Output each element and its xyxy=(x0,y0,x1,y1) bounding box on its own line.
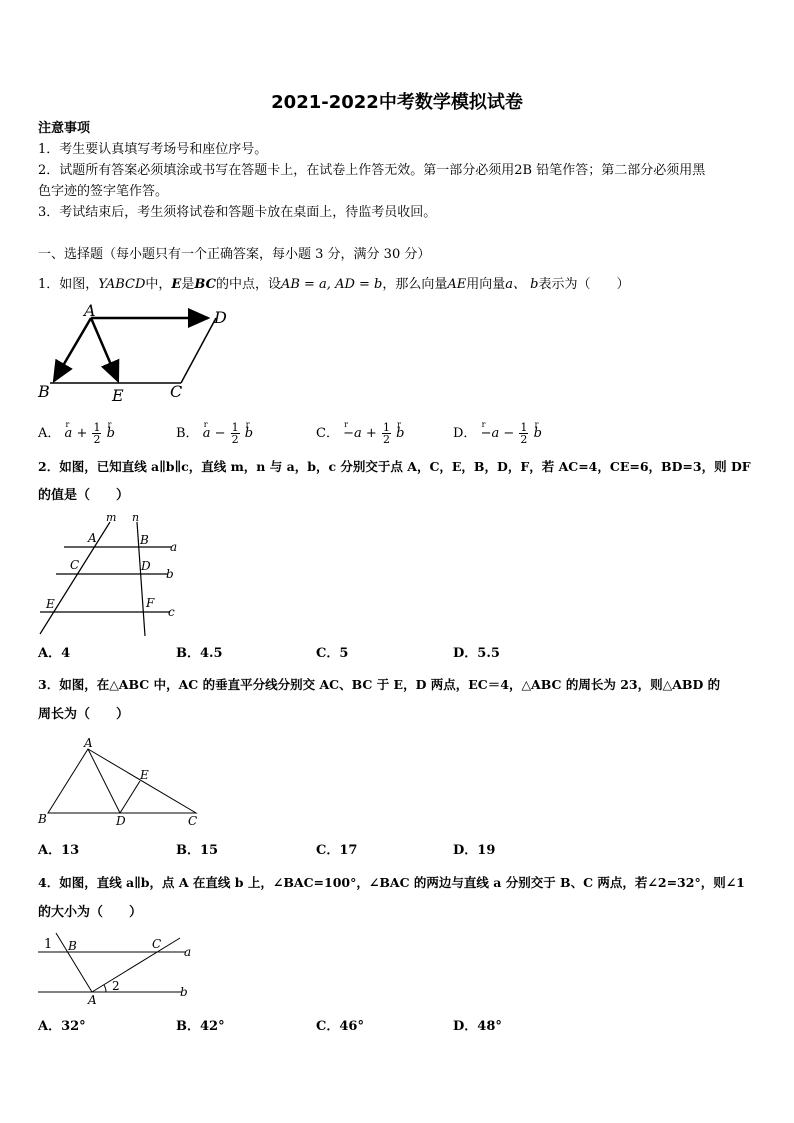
q1-option-b[interactable] xyxy=(176,422,253,445)
fraction-numerator: 1 xyxy=(93,421,101,434)
option-term: r a xyxy=(203,426,211,441)
q1-text: 表示为（ ） xyxy=(538,277,630,292)
fraction-denominator: 2 xyxy=(382,433,390,446)
notice-item: 3．考试结束后，考生须将试卷和答题卡放在桌面上，待监考员收回。 xyxy=(38,205,437,220)
option-term: r −a xyxy=(481,426,500,441)
q2-figure xyxy=(36,510,196,640)
q4-label-c-point: C xyxy=(152,937,162,951)
q3-label-c: C xyxy=(188,814,198,828)
q4-label-angle-2: 2 xyxy=(112,979,120,993)
option-term: r −a xyxy=(343,426,362,441)
q3-option-a[interactable]: A．13 xyxy=(38,843,80,858)
q2-option-b[interactable]: B．4.5 xyxy=(176,646,223,661)
q2-label-a-point: A xyxy=(88,531,97,545)
q1-vector-ae: AE xyxy=(447,277,467,292)
option-letter: D． xyxy=(453,426,477,441)
q1-segment-bc: BC xyxy=(194,277,216,292)
q3-label-a: A xyxy=(84,736,93,750)
q1-point-e: E xyxy=(171,277,182,292)
option-operator: − xyxy=(503,426,515,441)
q2-stem-line1: 2．如图，已知直线 a∥b∥c，直线 m，n 与 a，b，c 分别交于点 A，C，E，B，D，F，若 AC=4，CE=6，BD=3，则 DF xyxy=(38,459,751,474)
q1-text: ，那么向量 xyxy=(382,277,448,292)
q3-stem-line2: 周长为（ ） xyxy=(38,707,130,722)
notice-item: 色字迹的签字笔作答。 xyxy=(38,184,169,199)
q3-option-c[interactable]: C．17 xyxy=(316,843,358,858)
fraction-numerator: 1 xyxy=(520,421,528,434)
q2-stem-line2: 的值是（ ） xyxy=(38,488,130,503)
option-term: r b xyxy=(534,426,542,441)
q2-label-d-point: D xyxy=(141,559,151,573)
option-fraction xyxy=(519,422,528,445)
q3-label-b: B xyxy=(38,812,47,826)
q4-stem-line2: 的大小为（ ） xyxy=(38,905,143,920)
q4-label-line-a: a xyxy=(184,945,192,959)
q1-label-c: C xyxy=(170,382,183,401)
q3-label-d: D xyxy=(116,814,126,828)
q2-label-n: n xyxy=(132,511,140,524)
q2-label-line-b: b xyxy=(166,567,174,581)
q2-option-d[interactable]: D．5.5 xyxy=(453,646,500,661)
option-fraction xyxy=(231,422,240,445)
option-term: r a xyxy=(65,426,73,441)
q1-text: 是 xyxy=(181,277,195,292)
q3-option-b[interactable]: B．15 xyxy=(176,843,219,858)
fraction-numerator: 1 xyxy=(382,421,390,434)
q4-option-a[interactable]: A．32° xyxy=(38,1019,86,1034)
option-term: r b xyxy=(245,426,253,441)
q4-label-b-point: B xyxy=(68,939,77,953)
option-letter: C． xyxy=(316,426,339,441)
q4-option-c[interactable]: C．46° xyxy=(316,1019,364,1034)
option-fraction xyxy=(92,422,101,445)
q1-vectors: a、 b xyxy=(505,277,539,292)
q1-text: 中， xyxy=(145,277,172,292)
q4-label-a-point: A xyxy=(88,993,97,1007)
q2-label-line-c: c xyxy=(168,605,175,619)
q2-option-c[interactable]: C．5 xyxy=(316,646,349,661)
notice-item: 2．试题所有答案必须填涂或书写在答题卡上，在试卷上作答无效。第一部分必须用2B 铅笔作答；第二部分必须用黑 xyxy=(38,163,706,178)
q2-label-c-point: C xyxy=(70,558,80,572)
option-term: r b xyxy=(107,426,115,441)
q1-vector-def: AB = a, AD = b xyxy=(280,277,383,292)
option-operator: + xyxy=(76,426,88,441)
q4-figure xyxy=(36,928,201,1008)
q2-label-f-point: F xyxy=(146,596,155,610)
q1-label-b: B xyxy=(38,382,50,401)
q2-label-line-a: a xyxy=(170,540,178,554)
q2-label-b-point: B xyxy=(140,533,149,547)
option-operator: − xyxy=(214,426,226,441)
q1-option-d[interactable] xyxy=(453,422,542,445)
section-heading: 一、选择题（每小题只有一个正确答案，每小题 3 分，满分 30 分） xyxy=(38,247,431,262)
fraction-denominator: 2 xyxy=(520,433,528,446)
option-term: r b xyxy=(396,426,404,441)
q4-option-d[interactable]: D．48° xyxy=(453,1019,502,1034)
q1-label-d: D xyxy=(214,308,227,327)
q1-option-a[interactable] xyxy=(38,422,115,445)
q1-stem xyxy=(38,277,630,293)
q1-text: 1．如图， xyxy=(38,277,99,292)
q3-option-d[interactable]: D．19 xyxy=(453,843,496,858)
q4-option-b[interactable]: B．42° xyxy=(176,1019,225,1034)
notice-item: 1．考生要认真填写考场号和座位序号。 xyxy=(38,142,268,157)
option-fraction xyxy=(382,422,391,445)
q4-label-line-b: b xyxy=(180,985,188,999)
q2-label-m: m xyxy=(106,511,117,524)
option-operator: + xyxy=(365,426,377,441)
q4-stem-line1: 4．如图，直线 a∥b，点 A 在直线 b 上，∠BAC=100°，∠BAC 的两边与直线 a 分别交于 B、C 两点，若∠2=32°，则∠1 xyxy=(38,875,745,890)
q1-text: 用向量 xyxy=(466,277,506,292)
fraction-denominator: 2 xyxy=(231,433,239,446)
option-letter: B． xyxy=(176,426,199,441)
option-letter: A． xyxy=(38,426,61,441)
q1-text: 的中点，设 xyxy=(215,277,281,292)
q2-label-e-point: E xyxy=(46,597,55,611)
page-title: 2021-2022中考数学模拟试卷 xyxy=(271,92,523,113)
q1-label-a: A xyxy=(84,301,96,320)
q3-figure xyxy=(36,735,206,830)
q4-label-angle-1: 1 xyxy=(44,937,53,952)
q1-parallelogram: YABCD xyxy=(98,277,146,292)
q2-option-a[interactable]: A．4 xyxy=(38,646,71,661)
q1-figure xyxy=(36,301,236,405)
q3-label-e: E xyxy=(140,768,149,782)
q3-stem-line1: 3．如图，在△ABC 中，AC 的垂直平分线分别交 AC、BC 于 E，D 两点，EC＝4，△ABC 的周长为 23，则△ABD 的 xyxy=(38,677,721,692)
fraction-numerator: 1 xyxy=(231,421,239,434)
q1-option-c[interactable] xyxy=(316,422,404,445)
q1-label-e: E xyxy=(112,386,124,405)
notice-heading: 注意事项 xyxy=(38,121,91,136)
fraction-denominator: 2 xyxy=(93,433,101,446)
